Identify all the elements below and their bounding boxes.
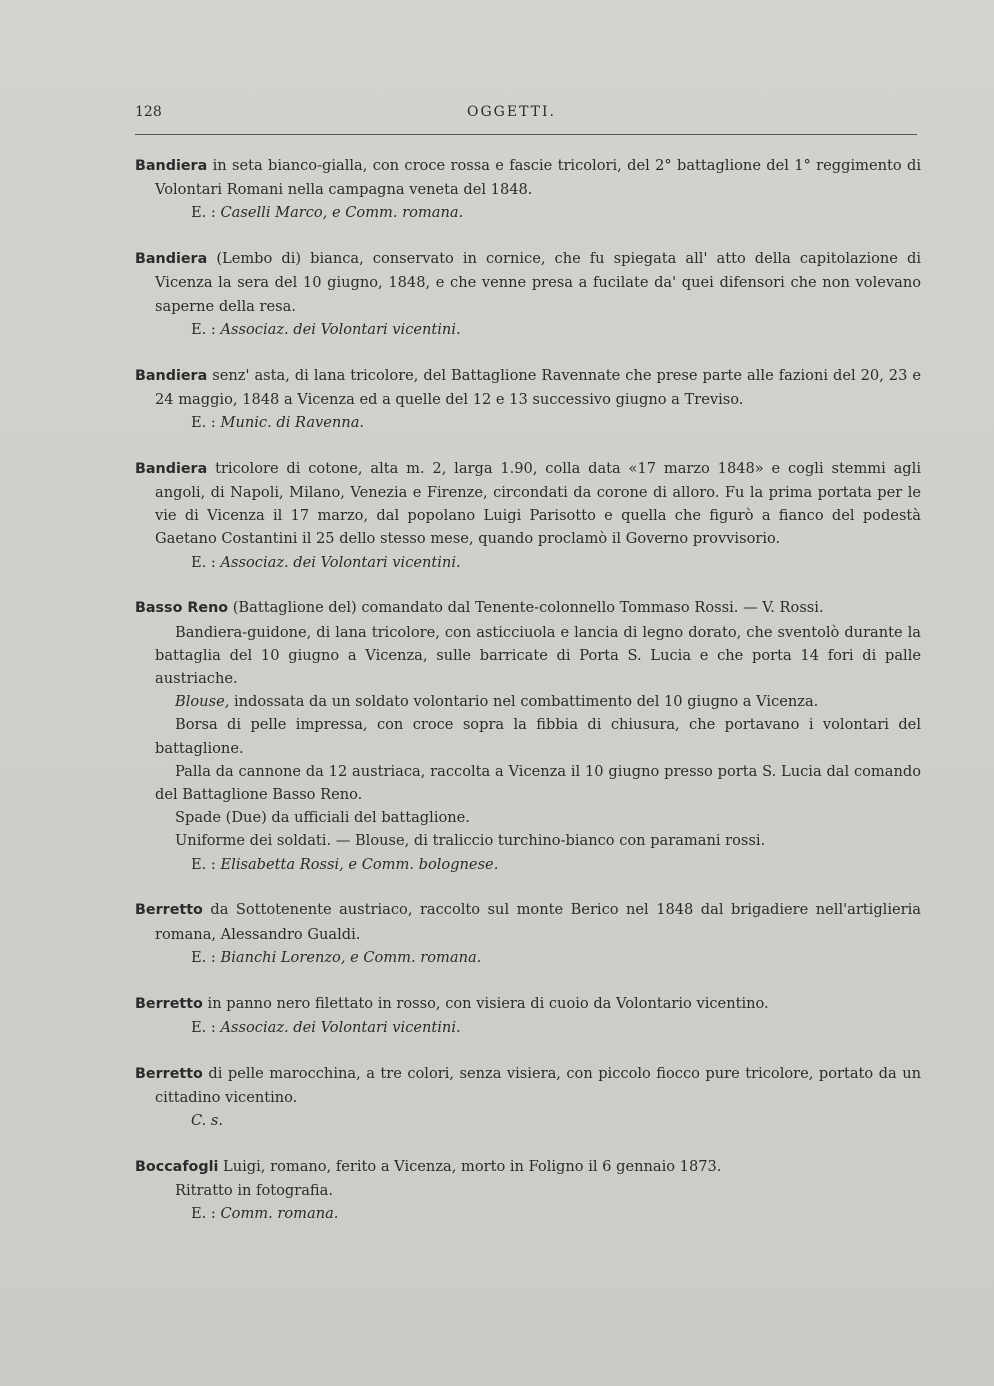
entry-keyword: Bandiera — [135, 460, 208, 477]
entry-keyword: Bandiera — [135, 158, 208, 174]
entry-source: Bianchi Lorenzo, e Comm. romana. — [220, 948, 482, 966]
entry-source-label: E. : — [191, 1205, 221, 1223]
entry-source: Comm. romana. — [220, 1205, 339, 1223]
entry-subitem: Spade (Due) da ufficiali del battaglione. — [175, 809, 470, 827]
entry-source-label: E. : — [191, 553, 221, 571]
entry-source-label: E. : — [191, 1018, 221, 1036]
entry-subitem: Palla da cannone da 12 austriaca, raccolta a Vicenza il 10 giugno presso porta S. Lucia dal comando del Battaglione Basso Reno. — [155, 762, 921, 804]
page-header — [135, 104, 917, 130]
entry-keyword: Bandiera — [135, 251, 208, 268]
entry-keyword: Berretto — [135, 995, 203, 1012]
catalog-entry — [135, 154, 921, 225]
page-number: 128 — [135, 104, 162, 120]
running-title: OGGETTI. — [467, 104, 556, 120]
entry-subitem: Ritratto in fotografia. — [175, 1182, 333, 1200]
entry-subitem: Borsa di pelle impressa, con croce sopra la fibbia di chiusura, che portavano i volontari del battaglione. — [155, 716, 921, 757]
entry-description: in panno nero filettato in rosso, con visiera di cuoio da Volontario vicentino. — [202, 994, 769, 1012]
entry-source-label: E. : — [191, 414, 221, 432]
entry-description: (Lembo di) bianca, conservato in cornice, che fu spiegata all' atto della capitolazione di Vicenza la sera del 10 giugno, 1848, e che venne presa a fucilate da' quei difensori che non volevano saperne della resa. — [155, 250, 921, 315]
entry-keyword: Berretto — [135, 902, 203, 919]
entry-source: Associaz. dei Volontari vicentini. — [220, 320, 461, 338]
entry-description: senz' asta, di lana tricolore, del Battaglione Ravennate che prese parte alle fazioni del 20, 23 e 24 maggio, 1848 a Vicenza ed a quelle del 12 e 13 successivo giugno a Treviso. — [155, 366, 921, 408]
entry-source: C. s. — [191, 1112, 224, 1130]
entry-keyword: Bandiera — [135, 367, 208, 384]
entry-source: Caselli Marco, e Comm. romana. — [220, 204, 464, 222]
entry-source-label: E. : — [191, 320, 221, 338]
catalog-entry — [135, 992, 921, 1039]
entry-keyword: Boccafogli — [135, 1158, 219, 1175]
entry-subitem: Bandiera-guidone, di lana tricolore, con asticciuola e lancia di legno dorato, che sventolò durante la battaglia del 10 giugno a Vicenza, sulle barricate di Porta S. Lucia e che porta 14 fori di palle austriache. — [155, 623, 921, 688]
header-rule — [135, 134, 917, 135]
catalog-entry — [135, 596, 921, 875]
entry-description: tricolore di cotone, alta m. 2, larga 1.90, colla data «17 marzo 1848» e cogli stemmi agli angoli, di Napoli, Milano, Venezia e Firenze, circondati da corone di alloro. Fu la prima portata per le vie di Vicenza il 17 marzo, dal popolano Luigi Parisotto e quella che figurò a fianco del podestà Gaetano Costantini il 25 dello stesso mese, quando proclamò il Governo provvisorio. — [155, 459, 921, 548]
entry-subitem: Uniforme dei soldati. — Blouse, di traliccio turchino-bianco con paramani rossi. — [175, 832, 766, 850]
entry-description: in seta bianco-gialla, con croce rossa e fascie tricolori, del 2° battaglione del 1° reggimento di Volontari Romani nella campagna veneta del 1848. — [155, 157, 921, 199]
entry-subitem: Blouse, indossata da un soldato volontario nel combattimento del 10 giugno a Vicenza. — [175, 693, 819, 711]
entry-source: Elisabetta Rossi, e Comm. bolognese. — [220, 855, 499, 873]
entry-source-label: E. : — [191, 204, 221, 222]
entry-description: (Battaglione del) comandato dal Tenente-colonnello Tommaso Rossi. — V. Rossi. — [228, 599, 824, 617]
entry-description: da Sottotenente austriaco, raccolto sul monte Berico nel 1848 dal brigadiere nell'artiglieria romana, Alessandro Gualdi. — [155, 901, 921, 943]
catalog-entry — [135, 1062, 921, 1133]
catalog-entry — [135, 247, 921, 341]
catalog-entry — [135, 364, 921, 435]
entry-source: Associaz. dei Volontari vicentini. — [220, 553, 461, 571]
catalog-entries — [135, 154, 921, 1248]
catalog-entry — [135, 898, 921, 969]
entry-source-label: E. : — [191, 855, 221, 873]
catalog-entry — [135, 457, 921, 574]
entry-source-label: E. : — [191, 948, 221, 966]
entry-description: Luigi, romano, ferito a Vicenza, morto in Foligno il 6 gennaio 1873. — [218, 1157, 722, 1175]
entry-keyword: Berretto — [135, 1065, 203, 1082]
entry-source: Associaz. dei Volontari vicentini. — [220, 1018, 461, 1036]
entry-description: di pelle marocchina, a tre colori, senza visiera, con piccolo fiocco pure tricolore, portato da un cittadino vicentino. — [155, 1064, 921, 1106]
entry-keyword: Basso Reno — [135, 600, 229, 617]
entry-source: Munic. di Ravenna. — [220, 414, 365, 432]
catalog-entry — [135, 1155, 921, 1226]
